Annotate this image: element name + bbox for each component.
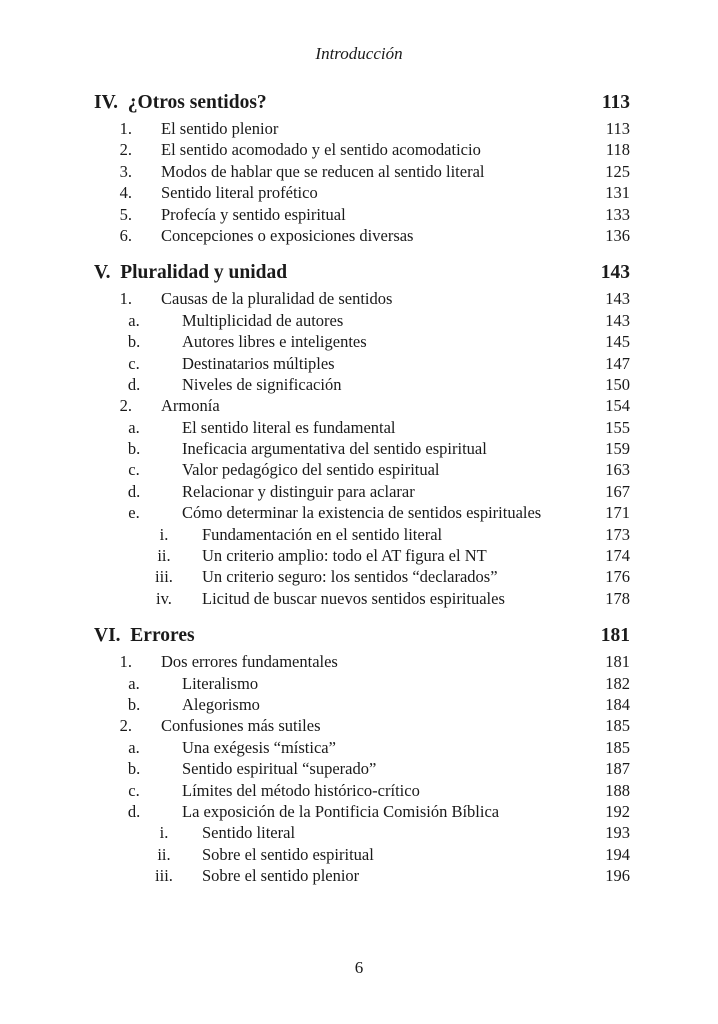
toc-subsubentry[interactable] bbox=[94, 588, 630, 609]
entry-letter: b. bbox=[127, 694, 141, 714]
entry-page: 182 bbox=[605, 673, 630, 693]
entry-title: Niveles de significación bbox=[182, 374, 342, 394]
chapter-page: 181 bbox=[600, 625, 630, 647]
chapter-heading-vi[interactable] bbox=[94, 621, 630, 651]
entry-title: Sobre el sentido espiritual bbox=[202, 844, 374, 864]
entry-number: 3. bbox=[119, 161, 132, 181]
toc-subentry[interactable] bbox=[94, 459, 630, 480]
toc-subsubentry[interactable] bbox=[94, 865, 630, 886]
entry-title: Cómo determinar la existencia de sentidos espirituales bbox=[182, 503, 542, 523]
table-of-contents bbox=[94, 88, 630, 887]
toc-entry[interactable] bbox=[94, 182, 630, 203]
entry-number: 5. bbox=[119, 204, 132, 224]
entry-page: 171 bbox=[605, 503, 630, 523]
entry-letter: a. bbox=[128, 310, 140, 330]
entry-title: Autores libres e inteligentes bbox=[182, 332, 367, 352]
entry-page: 159 bbox=[605, 439, 630, 459]
chapter-heading-v[interactable] bbox=[94, 258, 630, 288]
chapter-title: V. Pluralidad y unidad bbox=[94, 262, 288, 284]
entry-title: Concepciones o exposiciones diversas bbox=[161, 225, 414, 245]
entry-title: Límites del método histórico-crítico bbox=[182, 780, 420, 800]
entry-page: 194 bbox=[605, 844, 630, 864]
entry-letter: e. bbox=[128, 503, 140, 523]
toc-entry[interactable] bbox=[94, 651, 630, 672]
entry-page: 178 bbox=[605, 588, 630, 608]
entry-page: 143 bbox=[605, 289, 630, 309]
toc-subentry[interactable] bbox=[94, 438, 630, 459]
entry-title: Una exégesis “mística” bbox=[182, 737, 336, 757]
entry-title: Fundamentación en el sentido literal bbox=[202, 524, 443, 544]
entry-title: Sobre el sentido plenior bbox=[202, 866, 360, 886]
entry-page: 167 bbox=[605, 481, 630, 501]
entry-page: 118 bbox=[605, 140, 630, 160]
entry-title: Alegorismo bbox=[182, 694, 260, 714]
toc-entry[interactable] bbox=[94, 715, 630, 736]
entry-page: 113 bbox=[605, 119, 630, 138]
entry-roman: iii. bbox=[155, 866, 173, 886]
entry-letter: a. bbox=[128, 417, 140, 437]
entry-title: El sentido literal es fundamental bbox=[182, 417, 396, 437]
entry-title: Destinatarios múltiples bbox=[182, 353, 335, 373]
entry-page: 125 bbox=[605, 161, 630, 181]
entry-title: Profecía y sentido espiritual bbox=[161, 204, 346, 224]
entry-letter: b. bbox=[127, 332, 141, 352]
entry-page: 181 bbox=[605, 652, 630, 672]
entry-page: 150 bbox=[605, 374, 630, 394]
entry-number: 1. bbox=[119, 289, 132, 309]
entry-page: 131 bbox=[605, 183, 630, 203]
entry-page: 155 bbox=[605, 417, 630, 437]
toc-subentry[interactable] bbox=[94, 374, 630, 395]
entry-letter: c. bbox=[128, 780, 140, 800]
chapter-page: 113 bbox=[601, 92, 630, 113]
toc-subentry[interactable] bbox=[94, 694, 630, 715]
page-number: 6 bbox=[354, 958, 364, 977]
entry-page: 147 bbox=[605, 353, 630, 373]
entry-page: 176 bbox=[605, 567, 630, 587]
chapter-title: VI. Errores bbox=[94, 625, 195, 647]
entry-number: 2. bbox=[119, 396, 132, 416]
entry-number: 2. bbox=[119, 716, 132, 736]
entry-roman: i. bbox=[159, 524, 169, 544]
entry-letter: a. bbox=[128, 737, 140, 757]
entry-title: Armonía bbox=[161, 396, 220, 416]
entry-page: 136 bbox=[605, 225, 630, 245]
entry-title: El sentido acomodado y el sentido acomodaticio bbox=[161, 140, 481, 160]
entry-page: 187 bbox=[605, 759, 630, 779]
toc-subentry[interactable] bbox=[94, 331, 630, 352]
entry-title: Confusiones más sutiles bbox=[161, 716, 321, 736]
toc-subsubentry[interactable] bbox=[94, 566, 630, 587]
toc-subentry[interactable] bbox=[94, 673, 630, 694]
chapter-heading-iv[interactable] bbox=[94, 88, 630, 118]
entry-page: 188 bbox=[605, 780, 630, 800]
chapter-page: 143 bbox=[600, 262, 630, 284]
entry-title: Literalismo bbox=[182, 673, 259, 693]
entry-page: 193 bbox=[605, 823, 630, 843]
entry-title: Un criterio seguro: los sentidos “declarados” bbox=[202, 567, 498, 587]
entry-roman: ii. bbox=[157, 546, 171, 566]
toc-subentry[interactable] bbox=[94, 481, 630, 502]
toc-entry[interactable] bbox=[94, 118, 630, 139]
entry-title: La exposición de la Pontificia Comisión Bíblica bbox=[182, 801, 500, 821]
entry-letter: b. bbox=[127, 759, 141, 779]
entry-roman: iv. bbox=[156, 588, 172, 608]
entry-title: Multiplicidad de autores bbox=[182, 310, 344, 330]
toc-subentry[interactable] bbox=[94, 801, 630, 822]
entry-page: 163 bbox=[605, 460, 630, 480]
entry-letter: c. bbox=[128, 460, 140, 480]
entry-title: El sentido plenior bbox=[161, 119, 279, 138]
entry-number: 2. bbox=[119, 140, 132, 160]
entry-page: 133 bbox=[605, 204, 630, 224]
entry-roman: ii. bbox=[157, 844, 171, 864]
entry-page: 184 bbox=[605, 694, 630, 714]
entry-page: 192 bbox=[605, 801, 630, 821]
toc-entry[interactable] bbox=[94, 395, 630, 416]
running-head: Introducción bbox=[315, 44, 403, 63]
entry-title: Licitud de buscar nuevos sentidos espirituales bbox=[202, 588, 505, 608]
entry-title: Causas de la pluralidad de sentidos bbox=[161, 289, 393, 309]
toc-subentry[interactable] bbox=[94, 417, 630, 438]
entry-page: 143 bbox=[605, 310, 630, 330]
entry-title: Un criterio amplio: todo el AT figura el NT bbox=[202, 546, 487, 566]
entry-title: Modos de hablar que se reducen al sentido literal bbox=[161, 161, 485, 181]
entry-letter: d. bbox=[127, 374, 141, 394]
toc-subentry[interactable] bbox=[94, 310, 630, 331]
toc-subsubentry[interactable] bbox=[94, 524, 630, 545]
entry-letter: d. bbox=[127, 801, 141, 821]
entry-number: 1. bbox=[119, 119, 132, 138]
entry-roman: i. bbox=[159, 823, 169, 843]
entry-page: 174 bbox=[605, 546, 630, 566]
entry-title: Sentido espiritual “superado” bbox=[182, 759, 377, 779]
toc-subsubentry[interactable] bbox=[94, 844, 630, 865]
toc-entry[interactable] bbox=[94, 225, 630, 246]
entry-page: 173 bbox=[605, 524, 630, 544]
entry-title: Ineficacia argumentativa del sentido espiritual bbox=[182, 439, 487, 459]
entry-number: 4. bbox=[119, 183, 132, 203]
toc-entry[interactable] bbox=[94, 139, 630, 160]
entry-title: Sentido literal profético bbox=[161, 183, 318, 203]
toc-entry[interactable] bbox=[94, 161, 630, 182]
chapter-title: IV. ¿Otros sentidos? bbox=[94, 92, 267, 113]
entry-roman: iii. bbox=[155, 567, 173, 587]
toc-entry[interactable] bbox=[94, 204, 630, 225]
toc-entry[interactable] bbox=[94, 288, 630, 309]
entry-letter: d. bbox=[127, 481, 141, 501]
entry-number: 1. bbox=[119, 652, 132, 672]
entry-title: Valor pedagógico del sentido espiritual bbox=[182, 460, 440, 480]
entry-letter: c. bbox=[128, 353, 140, 373]
toc-subentry[interactable] bbox=[94, 502, 630, 523]
entry-page: 185 bbox=[605, 737, 630, 757]
entry-title: Relacionar y distinguir para aclarar bbox=[182, 481, 415, 501]
toc-subentry[interactable] bbox=[94, 353, 630, 374]
toc-subentry[interactable] bbox=[94, 737, 630, 758]
entry-page: 185 bbox=[605, 716, 630, 736]
toc-subsubentry[interactable] bbox=[94, 822, 630, 843]
toc-subentry[interactable] bbox=[94, 780, 630, 801]
entry-page: 196 bbox=[605, 866, 630, 886]
toc-subentry[interactable] bbox=[94, 758, 630, 779]
toc-subsubentry[interactable] bbox=[94, 545, 630, 566]
entry-title: Sentido literal bbox=[202, 823, 296, 843]
entry-page: 154 bbox=[605, 396, 630, 416]
entry-number: 6. bbox=[119, 225, 132, 245]
entry-letter: a. bbox=[128, 673, 140, 693]
entry-page: 145 bbox=[605, 332, 630, 352]
entry-letter: b. bbox=[127, 439, 141, 459]
entry-title: Dos errores fundamentales bbox=[161, 652, 338, 672]
